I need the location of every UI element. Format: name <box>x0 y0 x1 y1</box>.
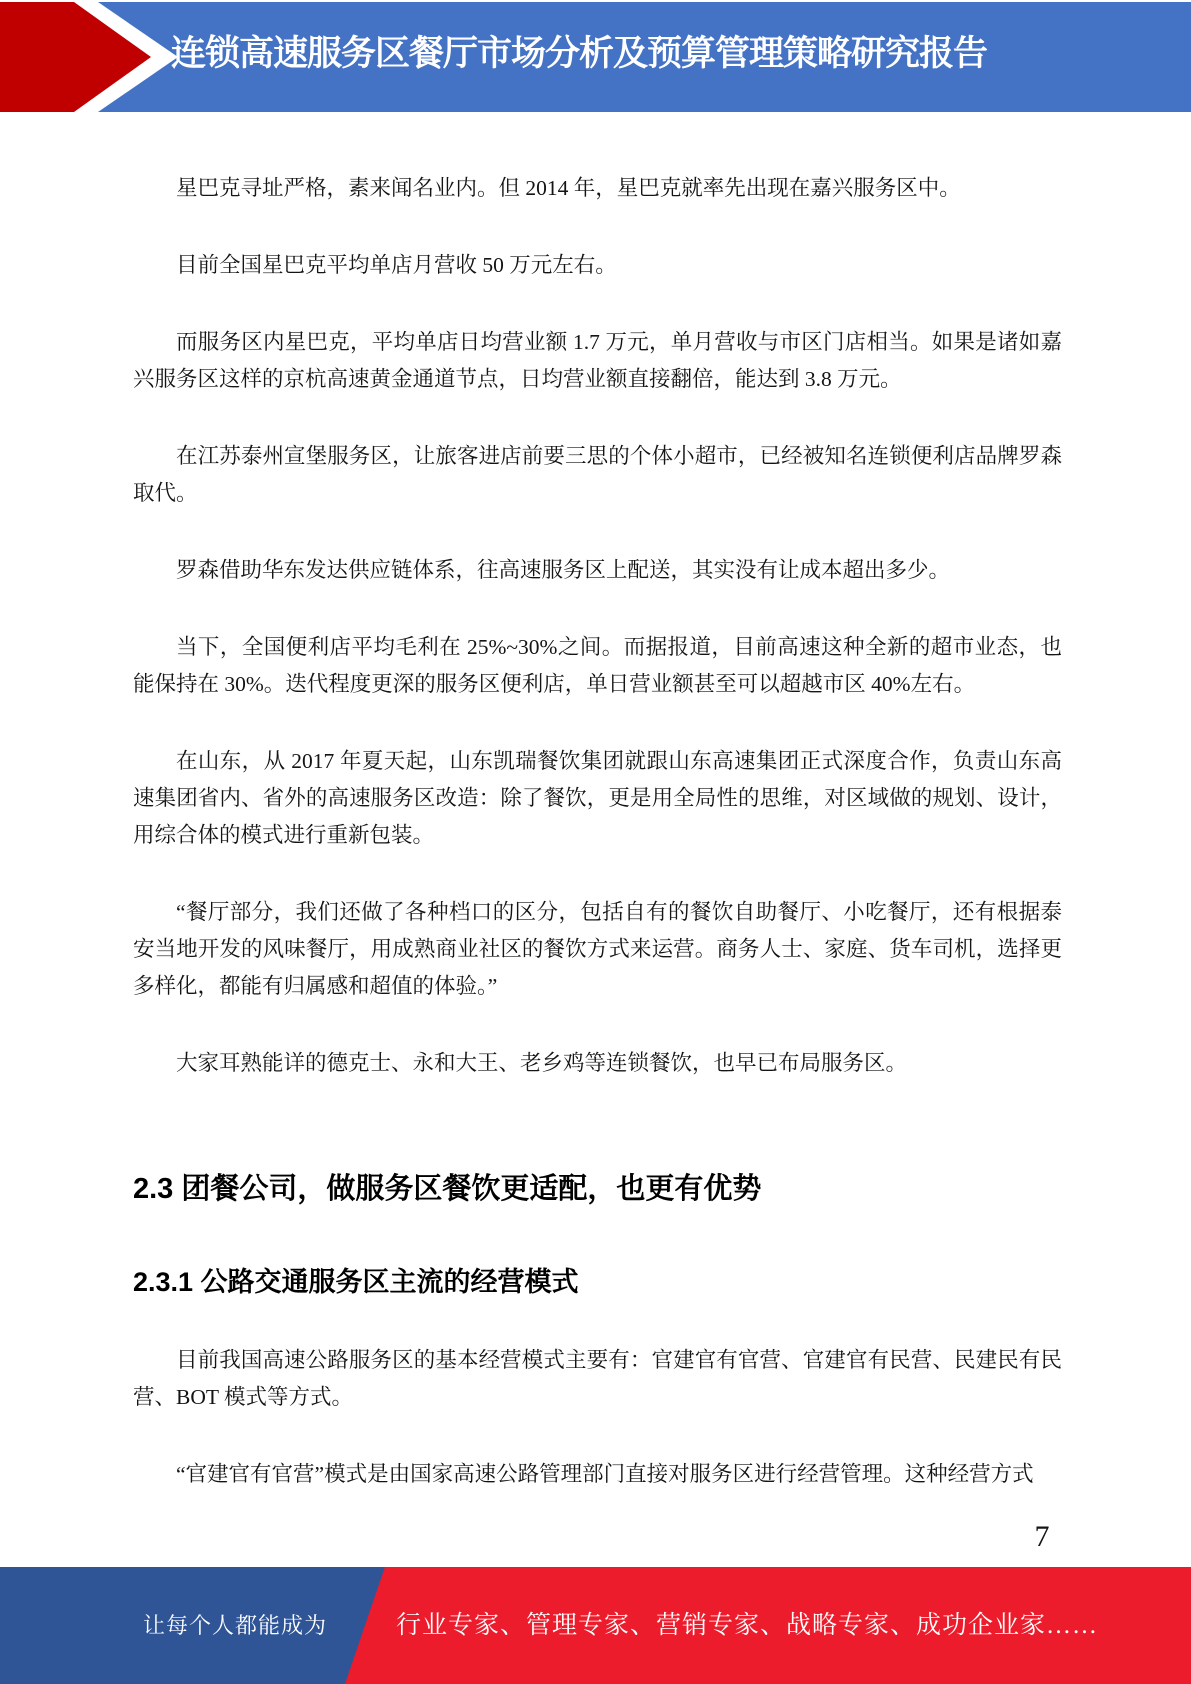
paragraph: 大家耳熟能详的德克士、永和大王、老乡鸡等连锁餐饮，也早已布局服务区。 <box>176 1051 908 1075</box>
paragraph: 而服务区内星巴克，平均单店日均营业额 1.7 万元，单月营收与市区门店相当。如果是诸如嘉兴服务区这样的京杭高速黄金通道节点，日均营业额直接翻倍，能达到 3.8 万元。 <box>133 330 1062 391</box>
paragraph: 在江苏泰州宣堡服务区，让旅客进店前要三思的个体小超市，已经被知名连锁便利店品牌罗森取代。 <box>133 444 1062 505</box>
page-footer <box>0 1567 1191 1684</box>
paragraph: 目前我国高速公路服务区的基本经营模式主要有：官建官有官营、官建官有民营、民建民有民营、BOT 模式等方式。 <box>133 1348 1062 1409</box>
page-header <box>0 0 1191 114</box>
paragraph: 在山东，从 2017 年夏天起，山东凯瑞餐饮集团就跟山东高速集团正式深度合作，负责山东高速集团省内、省外的高速服务区改造：除了餐饮，更是用全局性的思维，对区域做的规划、设计，用综合体的模式进行重新包装。 <box>133 749 1062 847</box>
footer-slogan-right: 行业专家、管理专家、营销专家、战略专家、成功企业家…… <box>396 1612 1099 1639</box>
footer-slogan-left: 让每个人都能成为 <box>143 1613 328 1638</box>
paragraph: 当下，全国便利店平均毛利在 25%~30%之间。而据报道，目前高速这种全新的超市业态，也能保持在 30%。迭代程度更深的服务区便利店，单日营业额甚至可以超越市区 40%左右。 <box>133 635 1062 696</box>
paragraph: 星巴克寻址严格，素来闻名业内。但 2014 年，星巴克就率先出现在嘉兴服务区中。 <box>176 176 961 200</box>
paragraph: “官建官有官营”模式是由国家高速公路管理部门直接对服务区进行经营管理。这种经营方式 <box>176 1462 1034 1486</box>
report-title: 连锁高速服务区餐厅市场分析及预算管理策略研究报告 <box>171 34 988 73</box>
document-content <box>133 170 1062 1533</box>
paragraph: “餐厅部分，我们还做了各种档口的区分，包括自有的餐饮自助餐厅、小吃餐厅，还有根据泰安当地开发的风味餐厅，用成熟商业社区的餐饮方式来运营。商务人士、家庭、货车司机，选择更多样化，都能有归属感和超值的体验。” <box>133 900 1062 998</box>
page-number: 7 <box>1034 1520 1050 1553</box>
section-heading-2-3-1: 2.3.1 公路交通服务区主流的经营模式 <box>133 1267 579 1297</box>
paragraph: 目前全国星巴克平均单店月营收 50 万元左右。 <box>176 253 617 277</box>
section-heading-2-3: 2.3 团餐公司，做服务区餐饮更适配，也更有优势 <box>133 1173 762 1205</box>
paragraph: 罗森借助华东发达供应链体系，往高速服务区上配送，其实没有让成本超出多少。 <box>176 558 951 582</box>
